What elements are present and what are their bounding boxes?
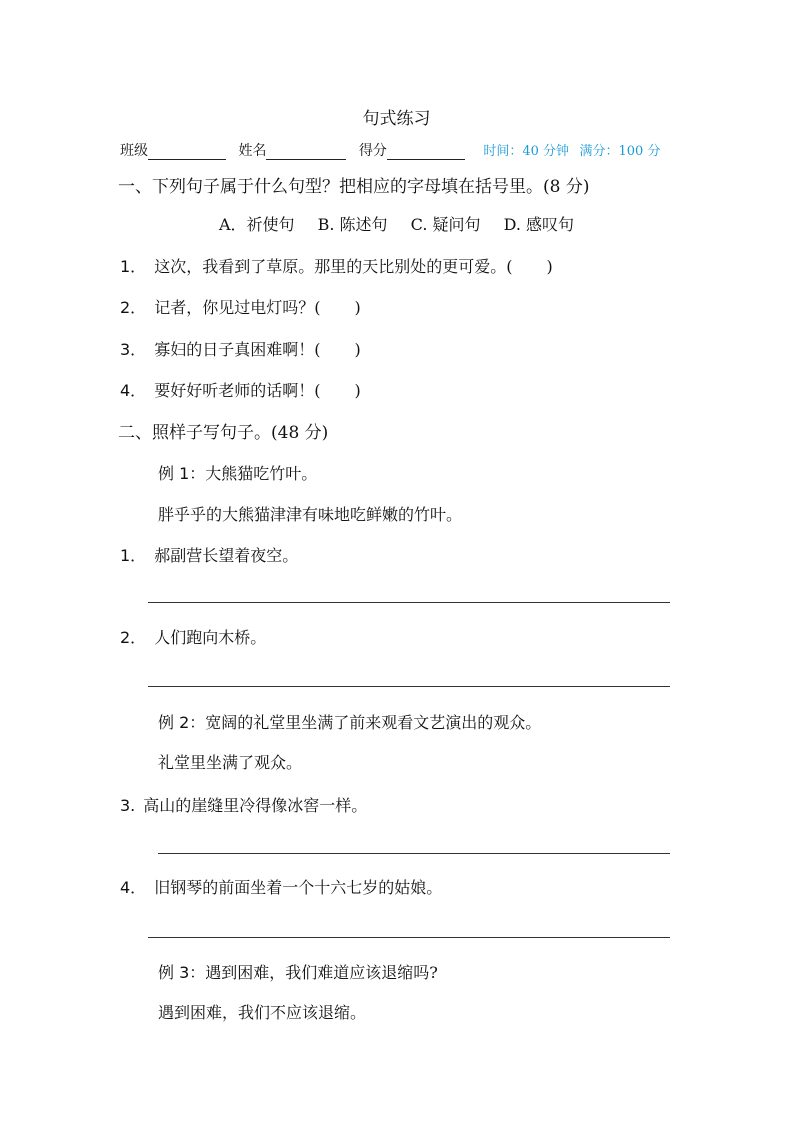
- option-b: B. 陈述句: [317, 215, 388, 234]
- example-1: [158, 461, 317, 484]
- option-list: [0, 212, 793, 235]
- section1-points: (8 分): [543, 177, 590, 197]
- question-text: 要好好听老师的话啊！(: [154, 381, 321, 400]
- example-2-answer: 礼堂里坐满了观众。: [158, 753, 303, 772]
- answer-line-3[interactable]: [158, 853, 670, 854]
- question-text: 高山的崖缝里冷得像冰窖一样。: [143, 796, 368, 815]
- name-blank[interactable]: [266, 143, 346, 160]
- example-3: [158, 960, 438, 983]
- question-1-1: [120, 254, 553, 277]
- question-number: 2．: [120, 628, 147, 647]
- close-paren: ): [354, 340, 361, 359]
- question-text: 这次，我看到了草原。那里的天比别处的更可爱。(: [154, 257, 513, 276]
- option-d: D. 感叹句: [503, 215, 575, 234]
- example-text: 宽阔的礼堂里坐满了前来观看文艺演出的观众。: [205, 713, 542, 732]
- class-blank[interactable]: [148, 143, 226, 160]
- question-1-4: [120, 378, 361, 401]
- question-number: 4．: [120, 878, 147, 897]
- question-number: 3．: [120, 340, 147, 359]
- question-2-3: [120, 793, 367, 816]
- question-1-3: [120, 337, 361, 360]
- example-1-answer: 胖乎乎的大熊猫津津有味地吃鲜嫩的竹叶。: [158, 505, 463, 524]
- answer-line-4[interactable]: [148, 937, 670, 938]
- example-label: 例 1：: [158, 464, 206, 483]
- question-number: 4．: [120, 381, 147, 400]
- question-number: 2．: [120, 298, 147, 317]
- name-label: 姓名: [238, 143, 267, 159]
- question-2-1: [120, 543, 298, 566]
- question-text: 旧钢琴的前面坐着一个十六七岁的姑娘。: [154, 878, 443, 897]
- question-number: 3.: [120, 796, 136, 815]
- example-label: 例 2：: [158, 713, 206, 732]
- close-paren: ): [354, 381, 361, 400]
- section2-heading: [118, 418, 328, 443]
- close-paren: ): [546, 257, 553, 276]
- class-label: 班级: [120, 143, 148, 159]
- question-number: 1．: [120, 257, 147, 276]
- question-1-2: [120, 295, 361, 318]
- question-text: 郝副营长望着夜空。: [154, 546, 299, 565]
- option-c: C. 疑问句: [410, 215, 481, 234]
- page-title: 句式练习: [362, 109, 431, 129]
- question-text: 人们跑向木桥。: [154, 628, 267, 647]
- answer-line-2[interactable]: [148, 686, 670, 687]
- time-limit: 时间：40 分钟: [483, 144, 570, 159]
- example-text: 遇到困难，我们难道应该退缩吗?: [205, 963, 438, 982]
- option-a: A．祈使句: [218, 215, 295, 234]
- section2-points: (48 分): [271, 423, 329, 443]
- score-blank[interactable]: [387, 143, 465, 160]
- section1-heading: [118, 172, 589, 197]
- example-2: [158, 710, 541, 733]
- example-3-answer: 遇到困难，我们不应该退缩。: [158, 1003, 367, 1022]
- example-label: 例 3：: [158, 963, 206, 982]
- full-score: 满分：100 分: [579, 144, 661, 159]
- section1-heading-text: 一、下列句子属于什么句型？把相应的字母填在括号里。: [118, 177, 543, 197]
- score-label: 得分: [358, 143, 387, 159]
- close-paren: ): [354, 298, 361, 317]
- question-number: 1．: [120, 546, 147, 565]
- question-2-4: [120, 875, 442, 898]
- student-info-row: [120, 140, 660, 160]
- question-2-2: [120, 625, 266, 648]
- answer-line-1[interactable]: [148, 602, 670, 603]
- question-text: 记者，你见过电灯吗？(: [154, 298, 321, 317]
- example-text: 大熊猫吃竹叶。: [205, 464, 318, 483]
- question-text: 寡妇的日子真困难啊！(: [154, 340, 321, 359]
- section2-heading-text: 二、照样子写句子。: [118, 423, 271, 443]
